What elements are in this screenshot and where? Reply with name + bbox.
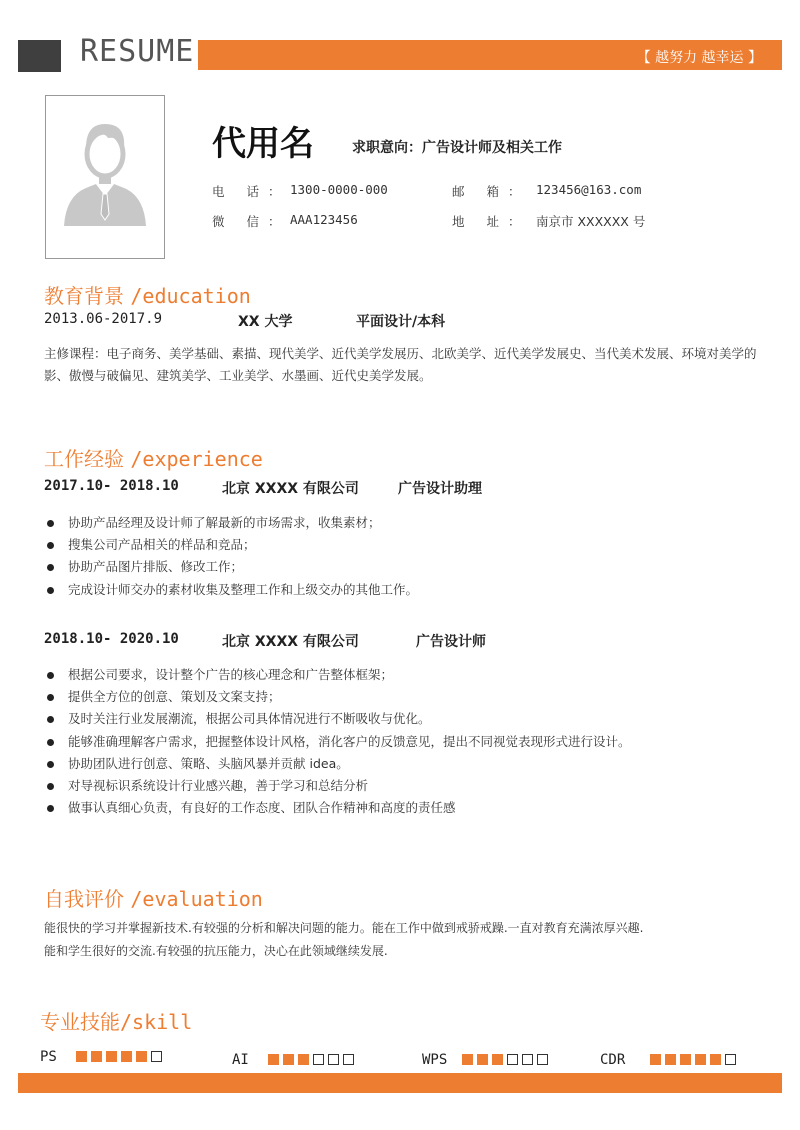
skill-square-filled [268, 1054, 279, 1065]
job-company: 北京 XXXX 有限公司 [222, 481, 359, 497]
education-courses: 主修课程：电子商务、美学基础、素描、现代美学、近代美学发展历、北欧美学、近代美学发展史、当代美术发展、环境对美学的影、傲慢与破偏见、建筑美学、工业美学、水墨画、近代史美学发展。 [44, 346, 757, 383]
experience-title-en: /experience [130, 447, 263, 471]
evaluation-section-title [44, 883, 263, 912]
evaluation-title-cn: 自我评价 [44, 887, 124, 911]
job-position: 广告设计助理 [398, 481, 482, 497]
education-period: 2013.06-2017.9 [44, 311, 163, 327]
skill-square-empty [725, 1054, 736, 1065]
skill-level [268, 1049, 358, 1068]
education-title-cn: 教育背景 [44, 284, 124, 308]
skill-square-empty [151, 1051, 162, 1062]
education-title-en: /education [130, 284, 251, 308]
skill-square-filled [680, 1054, 691, 1065]
list-item: 提供全方位的创意、策划及文案支持； [40, 686, 631, 708]
skill-item [600, 1049, 740, 1068]
skill-square-empty [343, 1054, 354, 1065]
education-major: 平面设计/本科 [356, 314, 446, 330]
skill-item [232, 1049, 358, 1068]
skill-square-filled [283, 1054, 294, 1065]
skill-level [462, 1049, 552, 1068]
skill-square-empty [507, 1054, 518, 1065]
job-period: 2018.10- 2020.10 [44, 631, 179, 647]
job-company: 北京 XXXX 有限公司 [222, 634, 359, 650]
candidate-name: 代用名 [212, 124, 314, 164]
skill-name: AI [232, 1052, 249, 1068]
skill-square-filled [121, 1051, 132, 1062]
list-item: 协助团队进行创意、策略、头脑风暴并贡献 idea。 [40, 753, 631, 775]
education-school: XX 大学 [238, 314, 293, 330]
list-item: 做事认真细心负责，有良好的工作态度、团队合作精神和高度的责任感 [40, 797, 631, 819]
skill-square-filled [298, 1054, 309, 1065]
skill-square-filled [106, 1051, 117, 1062]
list-item: 根据公司要求，设计整个广告的核心理念和广告整体框架； [40, 664, 631, 686]
evaluation-text-line-2: 能和学生很好的交流.有较强的抗压能力，决心在此领域继续发展. [44, 944, 388, 958]
skill-level [76, 1046, 166, 1065]
skill-level [650, 1049, 740, 1068]
skill-item [40, 1046, 166, 1065]
skill-square-empty [328, 1054, 339, 1065]
skill-square-filled [136, 1051, 147, 1062]
skill-square-empty [522, 1054, 533, 1065]
skill-square-filled [710, 1054, 721, 1065]
job-intent: 求职意向：广告设计师及相关工作 [352, 140, 562, 156]
email-label: 邮 箱： [452, 184, 530, 199]
address-label: 地 址： [452, 214, 530, 229]
skill-name: CDR [600, 1052, 626, 1068]
list-item: 协助产品图片排版、修改工作； [40, 556, 418, 578]
skill-square-filled [492, 1054, 503, 1065]
job-duties-list [40, 512, 418, 601]
experience-title-cn: 工作经验 [44, 447, 124, 471]
skill-square-filled [91, 1051, 102, 1062]
skill-square-filled [665, 1054, 676, 1065]
person-avatar-icon [46, 96, 164, 258]
wechat-value: AAA123456 [290, 212, 358, 227]
skill-title-en: /skill [120, 1010, 193, 1034]
skill-square-empty [537, 1054, 548, 1065]
experience-section-title [44, 443, 263, 472]
phone-label: 电 话： [212, 184, 290, 199]
list-item: 完成设计师交办的素材收集及整理工作和上级交办的其他工作。 [40, 579, 418, 601]
skill-square-filled [477, 1054, 488, 1065]
phone-value: 1300-0000-000 [290, 182, 388, 197]
resume-title: RESUME [80, 34, 195, 69]
list-item: 能够准确理解客户需求，把握整体设计风格，消化客户的反馈意见，提出不同视觉表现形式进行设计。 [40, 731, 631, 753]
address-value: 南京市 XXXXXX 号 [536, 214, 646, 229]
skill-section-title [40, 1006, 192, 1035]
wechat-label: 微 信： [212, 214, 290, 229]
list-item: 对导视标识系统设计行业感兴趣，善于学习和总结分析 [40, 775, 631, 797]
education-section-title [44, 280, 251, 309]
email-value: 123456@163.com [536, 182, 642, 197]
evaluation-title-en: /evaluation [130, 887, 263, 911]
list-item: 搜集公司产品相关的样品和竞品； [40, 534, 418, 556]
skill-square-filled [650, 1054, 661, 1065]
job-duties-list [40, 664, 631, 819]
header-dark-block [18, 40, 61, 72]
skill-square-empty [313, 1054, 324, 1065]
list-item: 协助产品经理及设计师了解最新的市场需求，收集素材； [40, 512, 418, 534]
skill-square-filled [695, 1054, 706, 1065]
skill-title-cn: 专业技能 [40, 1010, 120, 1034]
skill-name: WPS [422, 1052, 448, 1068]
header-slogan: 【 越努力 越幸运 】 [636, 50, 762, 66]
skill-square-filled [462, 1054, 473, 1065]
profile-photo [45, 95, 165, 259]
evaluation-text-line-1: 能很快的学习并掌握新技术.有较强的分析和解决问题的能力。能在工作中做到戒骄戒躁.一直对教育充满浓厚兴趣. [44, 921, 644, 935]
job-position: 广告设计师 [416, 634, 486, 650]
list-item: 及时关注行业发展潮流，根据公司具体情况进行不断吸收与优化。 [40, 708, 631, 730]
skill-name: PS [40, 1049, 57, 1065]
footer-orange-bar [18, 1073, 782, 1093]
job-period: 2017.10- 2018.10 [44, 478, 179, 494]
skill-item [422, 1049, 552, 1068]
skill-square-filled [76, 1051, 87, 1062]
